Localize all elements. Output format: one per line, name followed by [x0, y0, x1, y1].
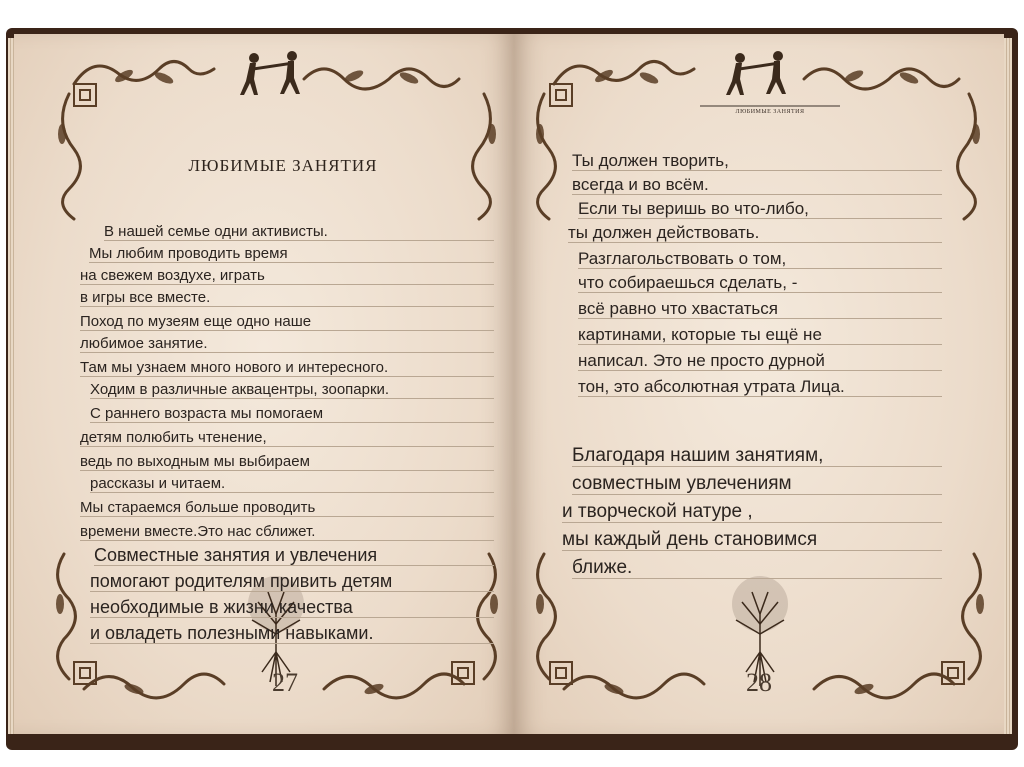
right-text-line: всегда и во всём. — [572, 176, 942, 195]
left-text-line: В нашей семье одни активисты. — [104, 224, 494, 241]
fighters-vignette-icon — [240, 51, 300, 95]
right-text-line: Благодаря нашим занятиям, — [572, 446, 942, 467]
left-text-line: в игры все вместе. — [80, 290, 494, 307]
right-text-line: ближе. — [572, 558, 942, 579]
right-page-title: ЛЮБИМЫЕ ЗАНЯТИЯ — [735, 109, 805, 115]
right-text-line: Если ты веришь во что-либо, — [578, 200, 942, 219]
right-text-line: Ты должен творить, — [572, 152, 942, 171]
right-text-line: мы каждый день становимся — [562, 530, 942, 551]
left-text-line: необходимые в жизни качества — [90, 598, 494, 618]
right-text-line: совместным увлечениям — [572, 474, 942, 495]
right-text-line: ты должен действовать. — [568, 224, 942, 243]
right-text-line: и творческой натуре , — [562, 502, 942, 523]
fighters-vignette-icon — [726, 51, 786, 95]
left-text-line: Ходим в различные аквацентры, зоопарки. — [90, 382, 494, 399]
left-text-line: Мы любим проводить время — [89, 246, 494, 263]
right-text-line: всё равно что хвастаться — [578, 300, 942, 319]
left-text-line: Совместные занятия и увлечения — [94, 546, 494, 566]
right-text-line: Разглагольствовать о том, — [578, 250, 942, 269]
page-edges-right — [1004, 38, 1012, 734]
corner-knot-icon — [74, 84, 96, 106]
page-number-right: 28 — [746, 668, 772, 697]
left-text-line: рассказы и читаем. — [90, 476, 494, 493]
left-text-line: на свежем воздухе, играть — [80, 268, 494, 285]
page-number-left: 27 — [272, 668, 298, 697]
left-text-line: помогают родителям привить детям — [90, 572, 494, 592]
left-text-line: Поход по музеям еще одно наше — [80, 314, 494, 331]
left-text-line: Там мы узнаем много нового и интересного. — [80, 360, 494, 377]
left-text-line: С раннего возраста мы помогаем — [90, 406, 494, 423]
right-text-line: что собираешься сделать, - — [578, 274, 942, 293]
left-text-line: любимое занятие. — [80, 336, 494, 353]
left-text-line: времени вместе.Это нас сближет. — [80, 524, 494, 541]
left-text-line: ведь по выходным мы выбираем — [80, 454, 494, 471]
right-text-line: тон, это абсолютная утрата Лица. — [578, 378, 942, 397]
right-text-line: картинами, которые ты ещё не — [578, 326, 942, 345]
left-text-line: детям полюбить чтенение, — [80, 430, 494, 447]
right-text-line: написал. Это не просто дурной — [578, 352, 942, 371]
left-page-title: ЛЮБИМЫЕ ЗАНЯТИЯ — [188, 156, 378, 175]
left-page — [14, 34, 514, 734]
left-text-line: Мы стараемся больше проводить — [80, 500, 494, 517]
right-page — [514, 34, 1004, 734]
left-text-line: и овладеть полезными навыками. — [90, 624, 494, 644]
